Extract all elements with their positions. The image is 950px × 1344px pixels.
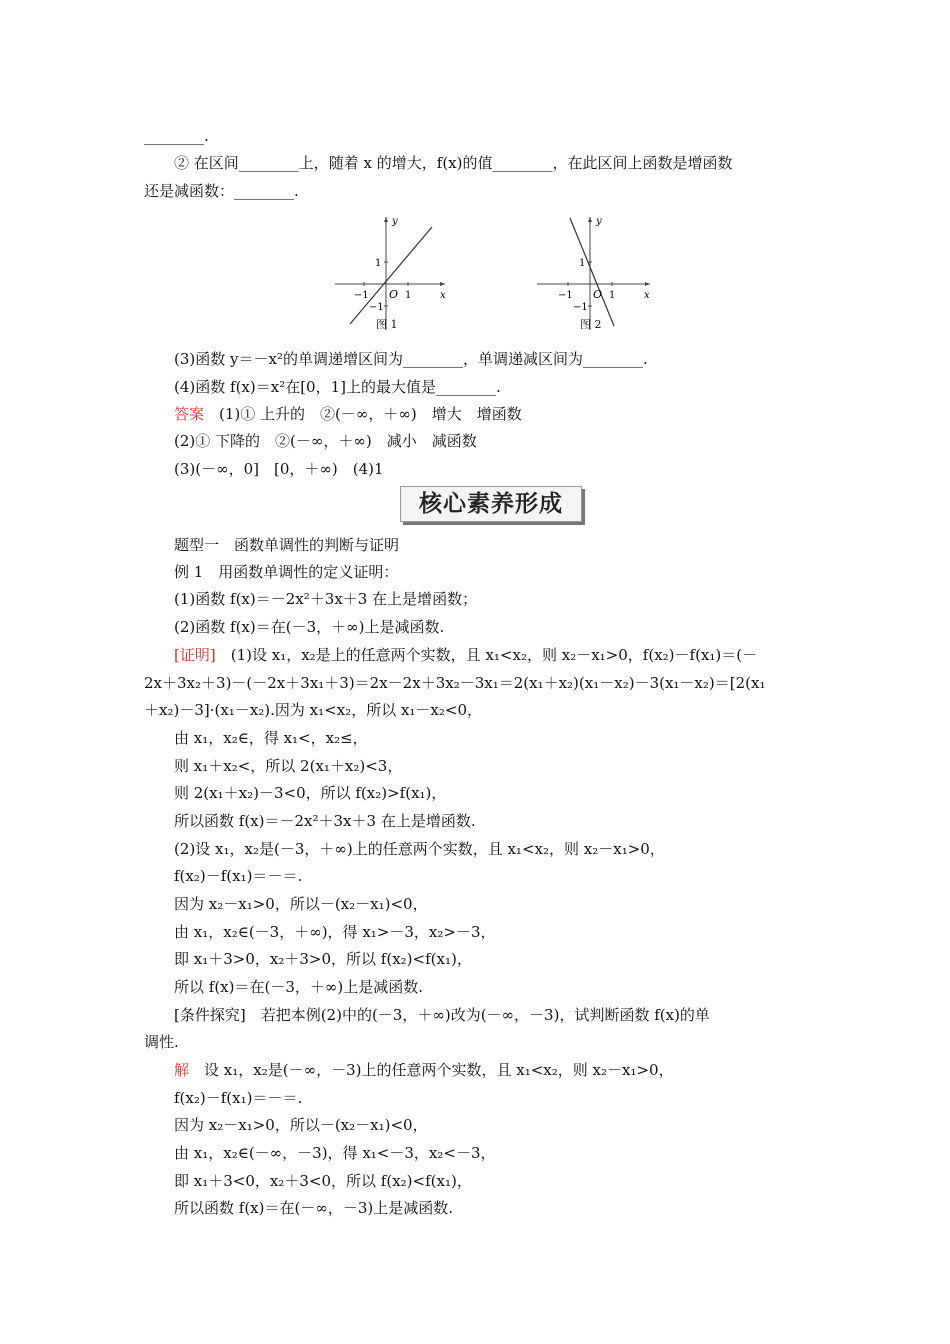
text-line: (2)函数 f(x)＝在(－3，＋∞)上是减函数.: [174, 618, 445, 636]
solution-line: [174, 1060, 674, 1080]
figure-2-caption: 图 2: [580, 318, 602, 331]
x-axis-arrow-icon: [440, 282, 445, 286]
text-line: ② 在区间________上，随着 x 的增大，f(x)的值________，在此区间上函数是增函数: [174, 154, 733, 172]
y-axis-arrow-icon: [384, 217, 388, 222]
origin-label: O: [389, 288, 399, 301]
text-line: ＋x₂)－3]·(x₁－x₂).因为 x₁<x₂，所以 x₁－x₂<0，: [144, 701, 483, 719]
text-line: 例 1 用函数单调性的定义证明：: [174, 563, 399, 581]
text-line: 由 x₁，x₂∈，得 x₁<，x₂≤，: [174, 729, 368, 747]
tick-label: 1: [579, 258, 586, 269]
function-line: [350, 227, 432, 324]
proof-line: [174, 645, 757, 665]
x-label: x: [440, 290, 446, 301]
text-line: 所以函数 f(x)＝－2x²＋3x＋3 在上是增函数.: [174, 812, 476, 830]
y-label: y: [392, 216, 398, 227]
tick-label: −1: [354, 290, 369, 301]
text-line: 由 x₁，x₂∈(－∞，－3)，得 x₁<－3，x₂<－3，: [174, 1144, 496, 1162]
proof-text: (1)设 x₁，x₂是上的任意两个实数，且 x₁<x₂，则 x₂－x₁>0，f(x₂)－f(x₁)＝(－: [215, 646, 758, 664]
answer-text: (1)① 上升的 ②(－∞，＋∞) 增大 增函数: [204, 405, 522, 423]
proof-label: [证明]: [174, 646, 216, 664]
figure-1-caption: 图 1: [376, 318, 398, 331]
text-line: (2)设 x₁，x₂是(－3，＋∞)上的任意两个实数，且 x₁<x₂，则 x₂－x₁>0，: [174, 840, 665, 858]
y-label: y: [596, 216, 602, 227]
section-banner: [400, 486, 582, 522]
solution-text: 设 x₁，x₂是(－∞，－3)上的任意两个实数，且 x₁<x₂，则 x₂－x₁>0，: [189, 1061, 674, 1079]
text-line: 则 2(x₁＋x₂)－3<0，所以 f(x₂)>f(x₁)，: [174, 784, 447, 802]
text-line: 调性.: [144, 1033, 179, 1051]
text-line: 即 x₁＋3>0，x₂＋3>0，所以 f(x₂)<f(x₁)，: [174, 950, 472, 968]
text-line: (4)函数 f(x)＝x²在[0，1]上的最大值是________.: [174, 378, 501, 396]
solution-label: 解: [174, 1061, 190, 1079]
text-line: 还是减函数：________.: [144, 182, 299, 200]
text-line: (3)函数 y＝－x²的单调递增区间为________，单调递减区间为________.: [174, 350, 648, 368]
x-label: x: [644, 290, 650, 301]
text-line: ________.: [144, 127, 209, 145]
tick-label: 1: [405, 290, 412, 301]
answer-line: [174, 404, 522, 424]
y-axis-arrow-icon: [588, 217, 592, 222]
text-line: [条件探究] 若把本例(2)中的(－3，＋∞)改为(－∞，－3)，试判断函数 f(x)的单: [174, 1006, 710, 1024]
text-line: 所以 f(x)＝在(－3，＋∞)上是减函数.: [174, 978, 423, 996]
text-line: 因为 x₂－x₁>0，所以－(x₂－x₁)<0，: [174, 1116, 428, 1134]
tick-label: 1: [375, 258, 382, 269]
tick-label: −1: [573, 302, 588, 313]
section-heading: 题型一 函数单调性的判断与证明: [174, 536, 400, 554]
section-banner-title: 核心素养形成: [419, 491, 563, 517]
origin-label: O: [593, 288, 603, 301]
answer-label: 答案: [174, 405, 205, 423]
tick-label: 1: [609, 290, 616, 301]
text-line: 则 x₁＋x₂<，所以 2(x₁＋x₂)<3，: [174, 757, 403, 775]
text-line: f(x₂)－f(x₁)＝－＝.: [174, 1089, 303, 1107]
text-line: (3)(－∞，0] [0，＋∞) (4)1: [174, 460, 384, 478]
text-line: 所以函数 f(x)＝在(－∞，－3)上是减函数.: [174, 1199, 453, 1217]
text-line: 即 x₁＋3<0，x₂＋3<0，所以 f(x₂)<f(x₁)，: [174, 1172, 472, 1190]
text-line: (2)① 下降的 ②(－∞，＋∞) 减小 减函数: [174, 432, 477, 450]
tick-label: −1: [558, 290, 573, 301]
text-line: f(x₂)－f(x₁)＝－＝.: [174, 867, 303, 885]
x-axis-arrow-icon: [645, 282, 650, 286]
text-line: (1)函数 f(x)＝－2x²＋3x＋3 在上是增函数；: [174, 590, 478, 608]
text-line: 因为 x₂－x₁>0，所以－(x₂－x₁)<0，: [174, 895, 428, 913]
text-line: 由 x₁，x₂∈(－3，＋∞)，得 x₁>－3，x₂>－3，: [174, 923, 496, 941]
tick-label: −1: [369, 302, 384, 313]
text-line: 2x＋3x₂＋3)－(－2x＋3x₁＋3)＝2x－2x＋3x₂－3x₁＝2(x₁＋x₂)(x₁－x₂)－3(x₁－x₂)＝[2(x₁: [144, 674, 766, 692]
